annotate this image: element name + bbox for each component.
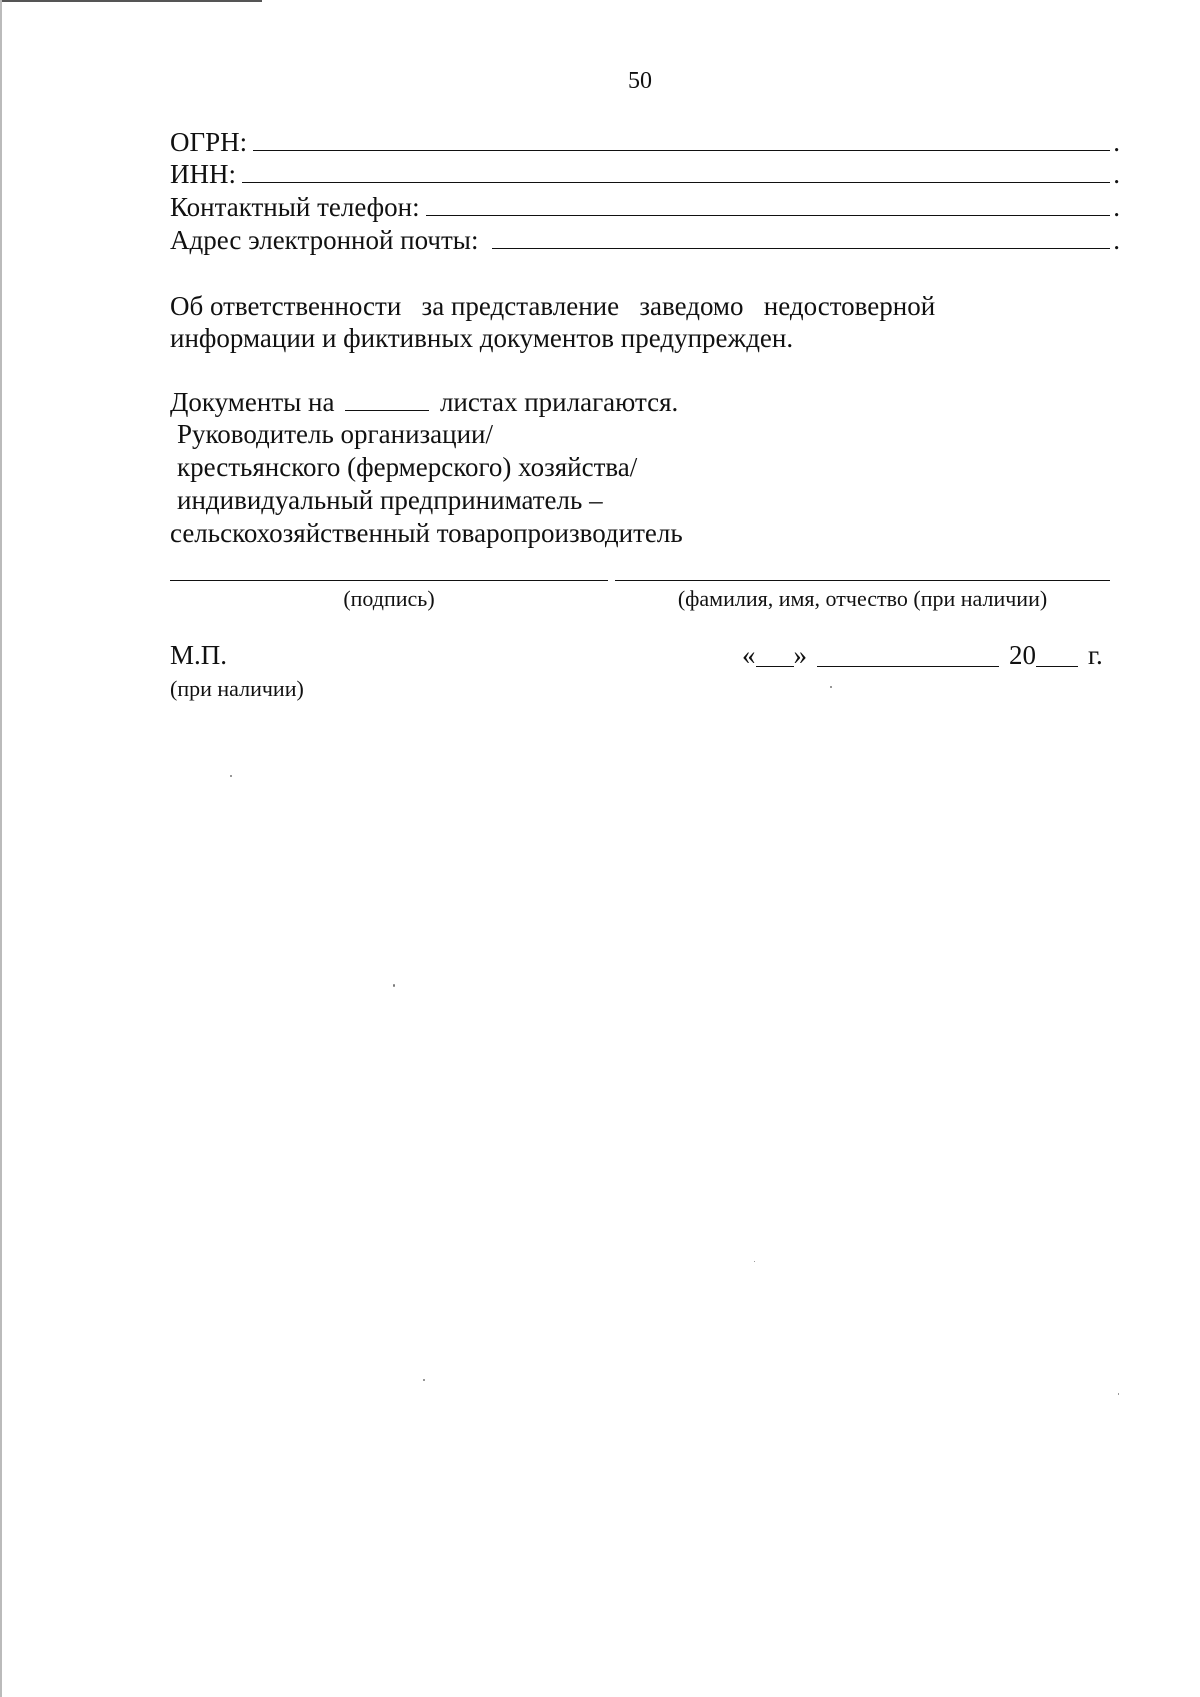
- phone-end: .: [1113, 192, 1120, 222]
- scan-speck: [754, 1261, 755, 1262]
- signatory-line-2: крестьянского (фермерского) хозяйства/: [177, 452, 638, 482]
- month-blank[interactable]: [817, 640, 999, 667]
- year-suffix: г.: [1088, 640, 1103, 670]
- documents-line: [170, 386, 678, 418]
- signatory-line-4: сельскохозяйственный товаропроизводитель: [170, 518, 683, 548]
- date-open-quote: «: [742, 640, 756, 670]
- year-prefix: 20: [1009, 640, 1036, 670]
- phone-label: Контактный телефон:: [170, 192, 420, 222]
- ogrn-end: .: [1113, 127, 1120, 157]
- warning-line-1: Об ответственности за представление заведомо недостоверной: [170, 291, 936, 321]
- scan-speck: [1118, 1393, 1119, 1395]
- signature-line[interactable]: [170, 580, 608, 581]
- phone-blank[interactable]: [426, 214, 1110, 216]
- documents-prefix: Документы на: [170, 387, 335, 417]
- documents-suffix: листах прилагаются.: [439, 387, 679, 417]
- scan-speck: [393, 984, 395, 987]
- full-name-caption: (фамилия, имя, отчество (при наличии): [677, 586, 1048, 611]
- scan-edge-top: [0, 0, 262, 2]
- scan-speck: [230, 775, 232, 777]
- ogrn-blank[interactable]: [253, 149, 1110, 151]
- stamp-label: М.П.: [170, 640, 228, 670]
- date-field: [742, 640, 1103, 671]
- scan-speck: [830, 686, 832, 688]
- phone-field: [170, 189, 1120, 223]
- date-close-quote: »: [793, 640, 807, 670]
- year-blank[interactable]: [1036, 640, 1078, 667]
- ogrn-field: [170, 124, 1120, 158]
- full-name-line[interactable]: [615, 580, 1110, 581]
- email-label: Адрес электронной почты:: [170, 225, 479, 255]
- signatory-line-3: индивидуальный предприниматель –: [177, 485, 603, 515]
- day-blank[interactable]: [756, 640, 794, 667]
- inn-label: ИНН:: [170, 159, 236, 189]
- inn-end: .: [1113, 159, 1120, 189]
- email-blank[interactable]: [492, 247, 1110, 249]
- page-number: 50: [628, 68, 652, 94]
- stamp-note: (при наличии): [170, 676, 304, 701]
- inn-blank[interactable]: [242, 181, 1110, 183]
- inn-field: [170, 156, 1120, 190]
- scan-edge-left: [0, 0, 2, 1697]
- email-end: .: [1113, 225, 1120, 255]
- sheet-count-blank[interactable]: [345, 386, 429, 411]
- email-field: [170, 222, 1120, 256]
- warning-line-2: информации и фиктивных документов предупрежден.: [170, 323, 794, 353]
- ogrn-label: ОГРН:: [170, 127, 248, 157]
- signature-caption: (подпись): [343, 586, 435, 611]
- signatory-line-1: Руководитель организации/: [177, 419, 494, 449]
- scan-speck: [423, 1379, 425, 1381]
